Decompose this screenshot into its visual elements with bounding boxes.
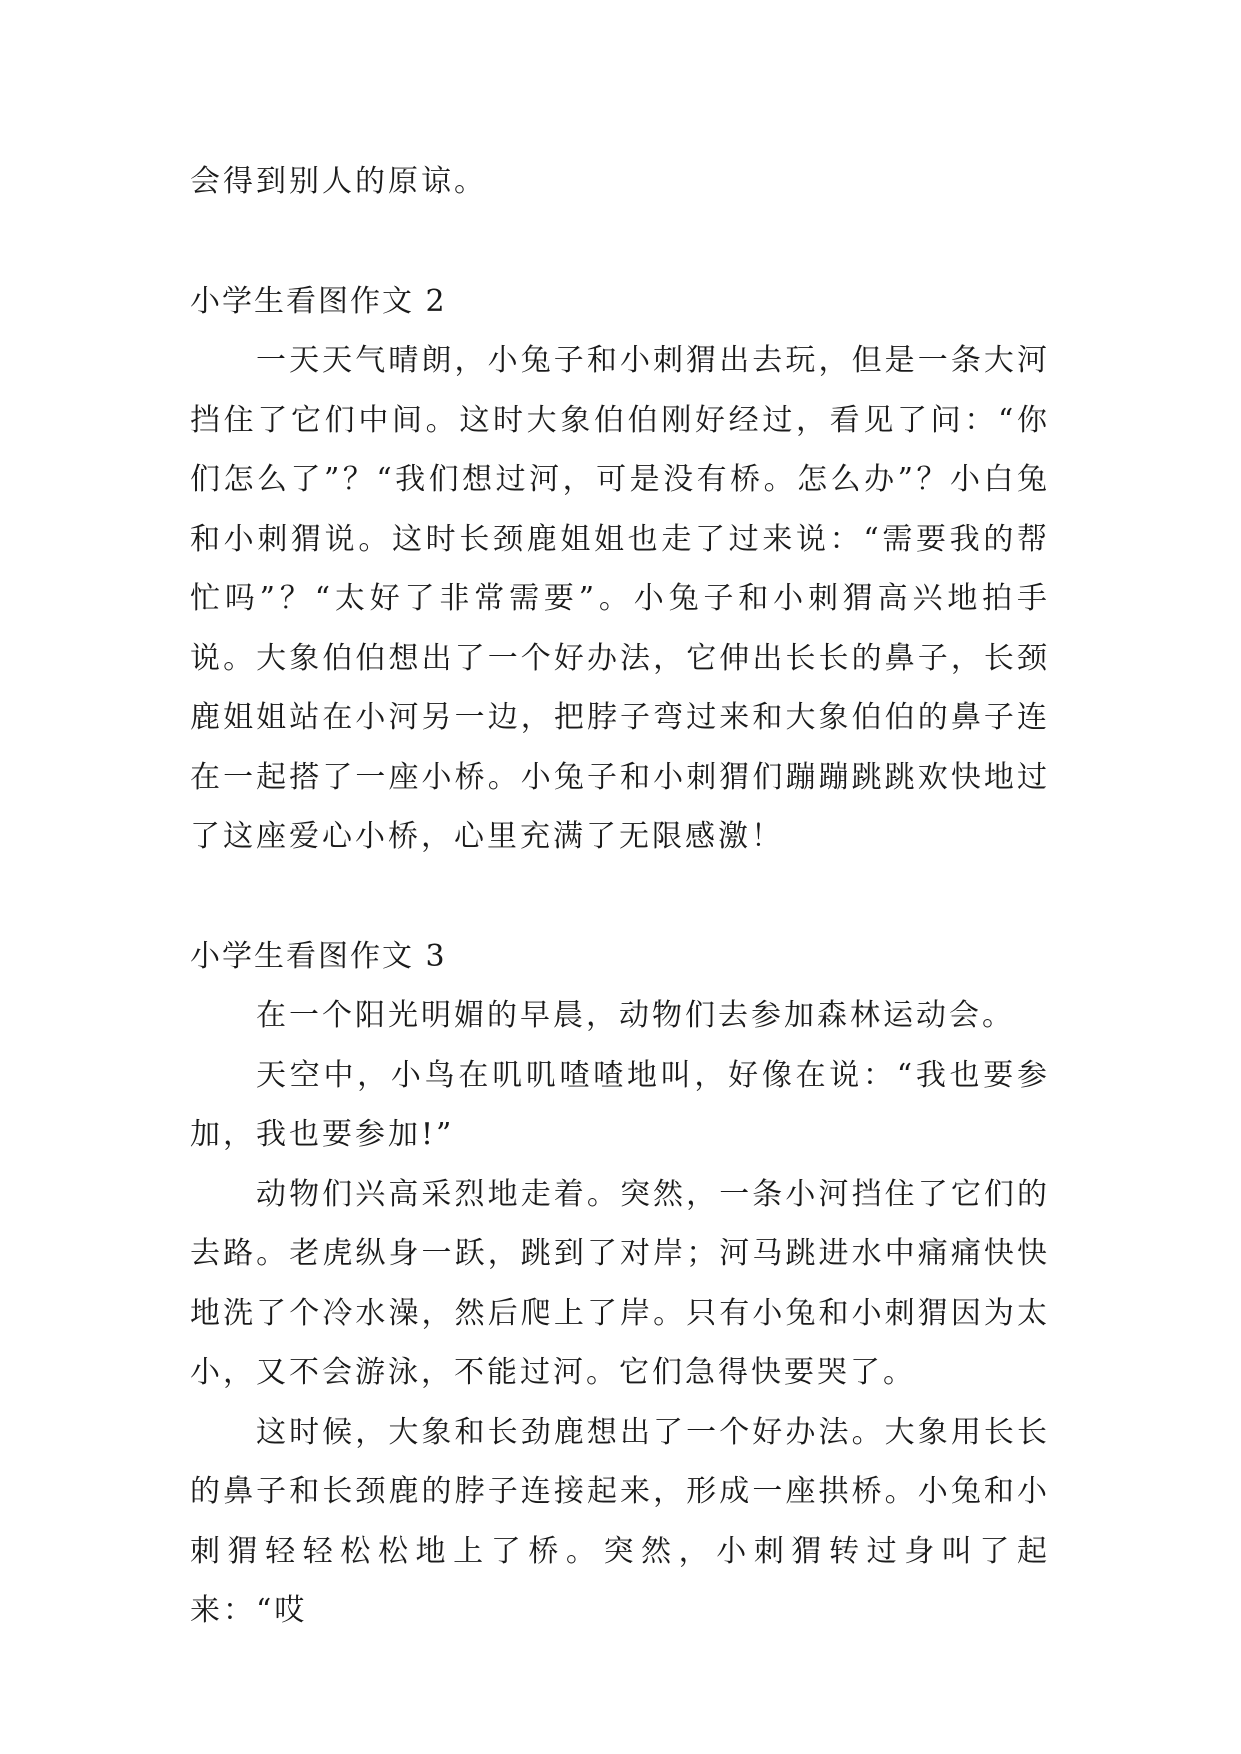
previous-essay-closing-line: 会得到别人的原谅。 (190, 164, 487, 199)
essay-3-paragraph: 动物们兴高采烈地走着。突然，一条小河挡住了它们的去路。老虎纵身一跃，跳到了对岸；河马跳进水中痛痛快快地洗了个冷水澡，然后爬上了岸。只有小兔和小刺猬因为太小，又不会游泳，不能过河。它们急得快要哭了。 (190, 1176, 1050, 1390)
section-spacer (190, 212, 1050, 272)
essay-2-title: 小学生看图作文 2 (190, 283, 447, 319)
essay-3-paragraph: 这时候，大象和长劲鹿想出了一个好办法。大象用长长的鼻子和长颈鹿的脖子连接起来，形成一座拱桥。小兔和小刺猬轻轻松松地上了桥。突然，小刺猬转过身叫了起来：“哎 (190, 1414, 1050, 1628)
document-body (190, 152, 1050, 1641)
essay-3-paragraph: 天空中，小鸟在叽叽喳喳地叫，好像在说：“我也要参加，我也要参加!” (190, 1057, 1050, 1152)
section-spacer (190, 867, 1050, 927)
essay-3-paragraph: 在一个阳光明媚的早晨，动物们去参加森林运动会。 (256, 998, 1015, 1033)
essay-2-paragraph: 一天天气晴朗，小兔子和小刺猬出去玩，但是一条大河挡住了它们中间。这时大象伯伯刚好经过，看见了问：“你们怎么了”？“我们想过河，可是没有桥。怎么办”？小白兔和小刺猬说。这时长颈鹿姐姐也走了过来说：“需要我的帮忙吗”？“太好了非常需要”。小兔子和小刺猬高兴地拍手说。大象伯伯想出了一个好办法，它伸出长长的鼻子，长颈鹿姐姐站在小河另一边，把脖子弯过来和大象伯伯的鼻子连在一起搭了一座小桥。小兔子和小刺猬们蹦蹦跳跳欢快地过了这座爱心小桥，心里充满了无限感激！ (190, 343, 1050, 854)
essay-3-title: 小学生看图作文 3 (190, 938, 447, 974)
